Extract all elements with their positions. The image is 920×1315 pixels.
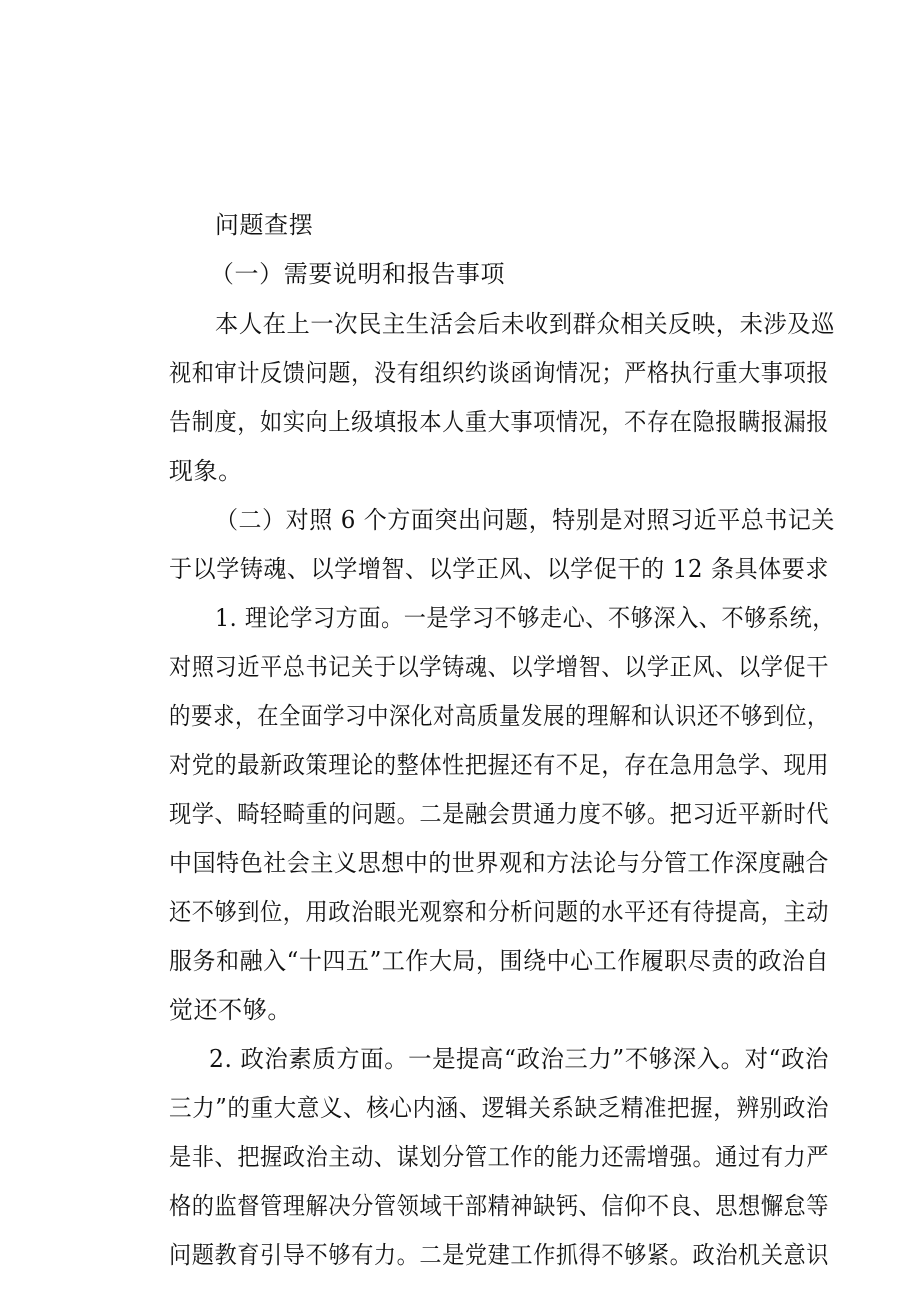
paragraph-line: 问题教育引导不够有力。二是党建工作抓得不够紧。政治机关意识 <box>168 1241 829 1269</box>
section-heading-2-text: （二）对照 6 个方面突出问题，特别是对照习近平总书记关 <box>214 506 835 534</box>
paragraph-3-line-4 <box>136 1146 829 1220</box>
paragraph-2-line-4 <box>136 705 829 779</box>
paragraph-line: 三力”的重大意义、核心内涵、逻辑关系缺乏精准把握，辨别政治 <box>168 1094 829 1122</box>
section-heading-1-text: （一）需要说明和报告事项 <box>209 260 506 288</box>
paragraph-2-line-3 <box>136 656 829 730</box>
paragraph-2-line-9 <box>136 950 436 1024</box>
paragraph-3-line-5 <box>136 1195 829 1269</box>
paragraph-line: 视和审计反馈问题，没有组织约谈函询情况；严格执行重大事项报 <box>168 359 829 387</box>
paragraph-line: 告制度，如实向上级填报本人重大事项情况，不存在隐报瞒报漏报 <box>168 408 829 436</box>
section-heading-2-line-1 <box>182 460 835 534</box>
paragraph-line: 现象。 <box>168 457 243 485</box>
paragraph-line: 服务和融入“十四五”工作大局，围绕中心工作履职尽责的政治自 <box>168 947 829 975</box>
paragraph-line: 本人在上一次民主生活会后未收到群众相关反映，未涉及巡 <box>214 310 835 338</box>
paragraph-line: 2. 政治素质方面。一是提高“政治三力”不够深入。对“政治 <box>208 1045 829 1073</box>
paragraph-1-line-3 <box>136 362 829 436</box>
paragraph-line: 格的监督管理解决分管领域干部精神缺钙、信仰不良、思想懈怠等 <box>168 1192 829 1220</box>
paragraph-line: 现学、畸轻畸重的问题。二是融会贯通力度不够。把习近平新时代 <box>168 800 829 828</box>
paragraph-line: 1. 理论学习方面。一是学习不够走心、不够深入、不够系统， <box>214 604 835 632</box>
paragraph-3-line-2 <box>136 1048 829 1122</box>
paragraph-2-line-1 <box>182 558 835 632</box>
paragraph-line: 中国特色社会主义思想中的世界观和方法论与分管工作深度融合 <box>168 849 829 877</box>
paragraph-line: 觉还不够。 <box>168 996 292 1024</box>
paragraph-line: 对党的最新政策理论的整体性把握还有不足，存在急用急学、现用 <box>168 751 829 779</box>
paragraph-3-line-1 <box>176 999 829 1073</box>
section-heading-2-text: 于以学铸魂、以学增智、以学正风、以学促干的 12 条具体要求 <box>168 555 829 583</box>
document-title <box>182 165 382 239</box>
paragraph-2-line-2 <box>136 607 829 681</box>
paragraph-1-line-1 <box>182 264 835 338</box>
paragraph-line: 的要求，在全面学习中深化对高质量发展的理解和认识还不够到位， <box>168 702 829 730</box>
section-heading-1 <box>177 214 677 288</box>
document-title-text: 问题查摆 <box>214 211 314 239</box>
paragraph-2-line-7 <box>136 852 829 926</box>
paragraph-2-line-8 <box>136 901 829 975</box>
paragraph-2-line-6 <box>136 803 829 877</box>
paragraph-line: 是非、把握政治主动、谋划分管工作的能力还需增强。通过有力严 <box>168 1143 829 1171</box>
paragraph-1-line-2 <box>136 313 829 387</box>
paragraph-line: 还不够到位，用政治眼光观察和分析问题的水平还有待提高，主动 <box>168 898 829 926</box>
paragraph-2-line-5 <box>136 754 829 828</box>
paragraph-3-line-3 <box>136 1097 829 1171</box>
section-heading-2-line-2 <box>136 509 829 583</box>
paragraph-line: 对照习近平总书记关于以学铸魂、以学增智、以学正风、以学促干 <box>168 653 829 681</box>
paragraph-1-line-4 <box>136 411 436 485</box>
